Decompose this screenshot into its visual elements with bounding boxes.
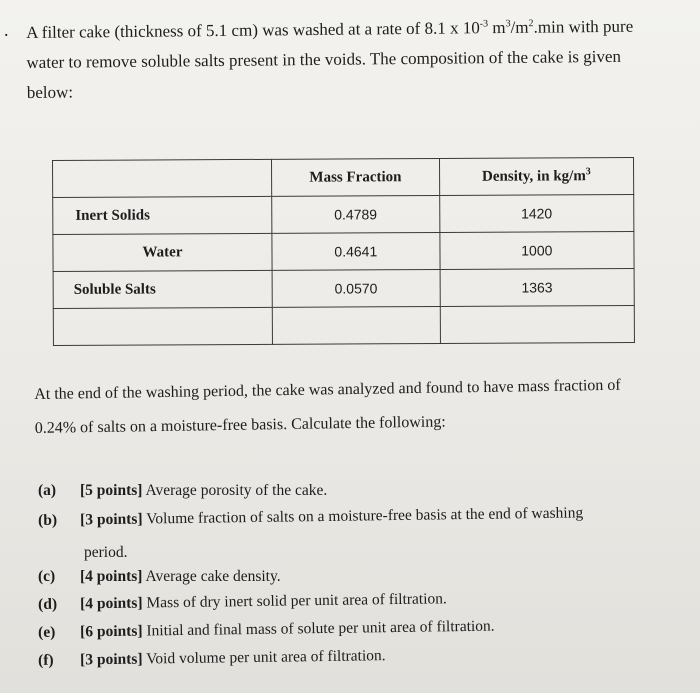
header-mass-fraction: Mass Fraction (271, 158, 439, 196)
question-letter: (a) (38, 482, 57, 499)
header-density-text: Density, in kg/m (481, 167, 586, 185)
table-empty-row (53, 305, 634, 345)
question-points: [4 points] (79, 594, 143, 613)
row-mass-fraction: 0.0570 (272, 269, 440, 307)
intro-exp-3: 2 (528, 18, 534, 30)
empty-cell (53, 307, 272, 345)
question-d (38, 590, 447, 614)
row-label: Soluble Salts (53, 270, 272, 308)
question-e (38, 618, 495, 642)
question-f (38, 647, 386, 670)
question-text: Average porosity of the cake. (142, 482, 328, 499)
intro-exp-2: 3 (505, 18, 511, 30)
question-points: [5 points] (80, 482, 143, 499)
question-b-continuation: period. (84, 544, 128, 561)
end-of-washing-text: At the end of the washing period, the cake was analyzed and found to have mass fraction of 0.24% of salts on a moisture-free basis. Calculate the following: (34, 376, 621, 437)
question-text: Average cake density. (142, 568, 281, 585)
table-row (53, 268, 634, 308)
question-text: Mass of dry inert solid per unit area of filtration. (142, 590, 447, 612)
question-text: Initial and final mass of solute per unit area of filtration. (142, 617, 495, 640)
question-letter: (d) (38, 595, 58, 613)
intro-text-3: /m (510, 17, 529, 37)
question-letter: (c) (38, 568, 56, 585)
question-letter: (b) (38, 511, 58, 529)
table-row (53, 231, 634, 271)
composition-table (52, 157, 635, 346)
row-mass-fraction: 0.4789 (272, 195, 440, 233)
question-letter: (f) (38, 651, 54, 669)
row-density: 1000 (440, 231, 635, 269)
header-blank (53, 159, 272, 197)
bullet-mark: . (4, 20, 9, 40)
table-header-row (53, 157, 634, 197)
question-b (38, 504, 583, 530)
question-a (38, 482, 327, 500)
question-text: Volume fraction of salts on a moisture-free basis at the end of washing (142, 504, 584, 528)
intro-text-2: m (488, 17, 506, 38)
question-c (38, 568, 281, 586)
row-label: Water (53, 233, 272, 271)
question-points: [6 points] (79, 622, 143, 641)
header-density-exp: 3 (585, 165, 591, 177)
problem-intro (26, 11, 663, 108)
intro-exp-1: -3 (479, 18, 489, 30)
row-label: Inert Solids (53, 196, 272, 234)
question-points: [3 points] (79, 650, 143, 669)
row-mass-fraction: 0.4641 (272, 232, 440, 270)
intro-text-1: A filter cake (thickness of 5.1 cm) was washed at a rate of 8.1 x 10 (26, 18, 480, 42)
empty-cell (440, 305, 635, 343)
table-row (53, 194, 634, 234)
question-points: [4 points] (80, 568, 143, 585)
empty-cell (272, 306, 440, 344)
question-points: [3 points] (79, 510, 143, 529)
question-text: Void volume per unit area of filtration. (142, 647, 386, 668)
question-letter: (e) (38, 623, 56, 641)
row-density: 1363 (440, 268, 635, 306)
header-density (439, 157, 634, 195)
intro-text-4: .min with pure water to remove soluble salts present in the voids. The composition of the cake is given below: (26, 16, 634, 102)
row-density: 1420 (439, 194, 634, 232)
